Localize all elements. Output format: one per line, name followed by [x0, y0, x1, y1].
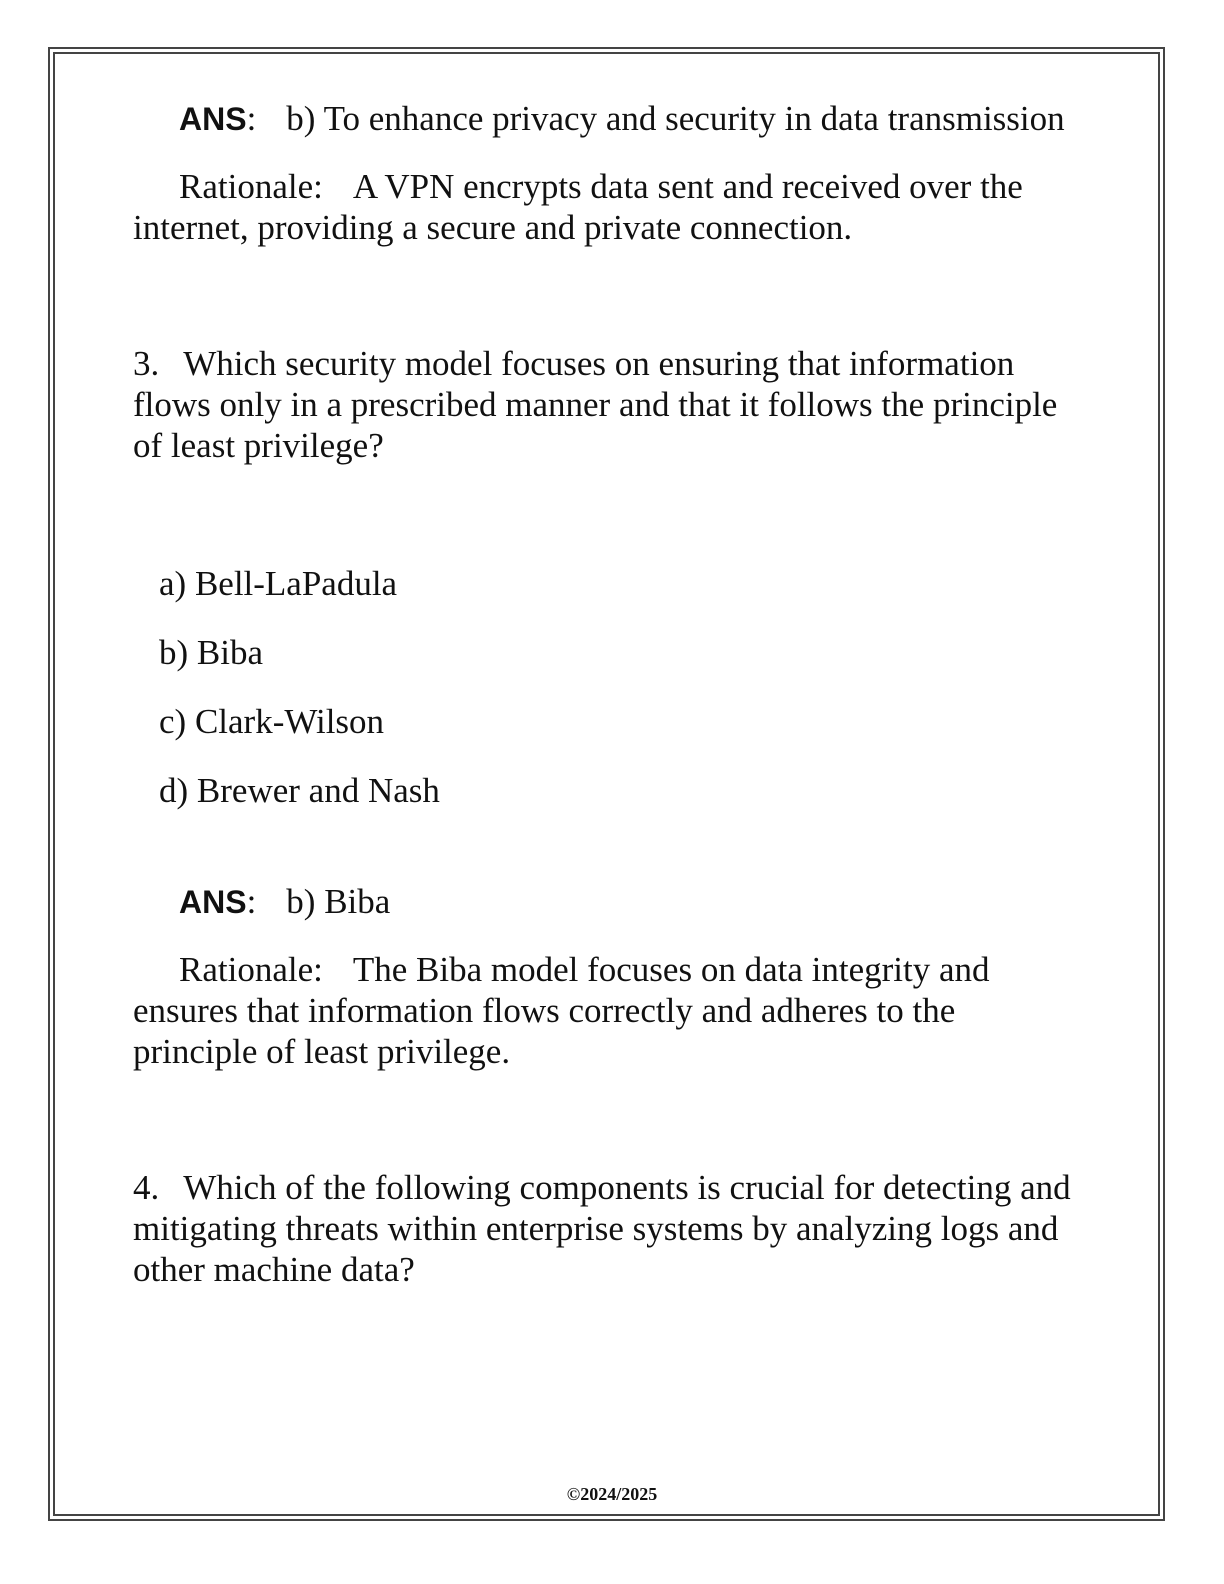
page-content — [133, 98, 1083, 1290]
question-4 — [133, 1167, 1083, 1290]
copyright-footer: ©2024/2025 — [566, 1484, 658, 1504]
answer-text: b) Biba — [286, 882, 391, 921]
rationale-label: Rationale: — [179, 167, 323, 206]
option-c: c) Clark-Wilson — [159, 702, 385, 741]
answer-text: b) To enhance privacy and security in data transmission — [286, 99, 1065, 138]
rationale-q2 — [133, 166, 1083, 248]
question-3-options — [133, 563, 1083, 811]
rationale-text: The Biba model focuses on data integrity and ensures that information flows correctly and adheres to the principle of least privilege. — [133, 950, 990, 1071]
question-text: Which of the following components is crucial for detecting and mitigating threats within enterprise systems by analyzing logs and other machine data? — [133, 1168, 1071, 1289]
answer-q3 — [133, 881, 1083, 923]
answer-q2 — [133, 98, 1083, 140]
rationale-q3 — [133, 949, 1083, 1072]
question-text: Which security model focuses on ensuring that information flows only in a prescribed manner and that it follows the principle of least privilege? — [133, 344, 1058, 465]
answer-label: ANS — [179, 884, 247, 920]
question-number: 4. — [133, 1168, 160, 1207]
answer-colon: : — [246, 882, 257, 921]
option-b: b) Biba — [159, 633, 264, 672]
answer-label: ANS — [179, 101, 247, 137]
option-a: a) Bell-LaPadula — [159, 564, 398, 603]
answer-colon: : — [246, 99, 257, 138]
question-number: 3. — [133, 344, 160, 383]
rationale-label: Rationale: — [179, 950, 323, 989]
rationale-text: A VPN encrypts data sent and received over the internet, providing a secure and private connection. — [133, 167, 1023, 247]
question-3 — [133, 343, 1083, 466]
option-d: d) Brewer and Nash — [159, 771, 440, 810]
